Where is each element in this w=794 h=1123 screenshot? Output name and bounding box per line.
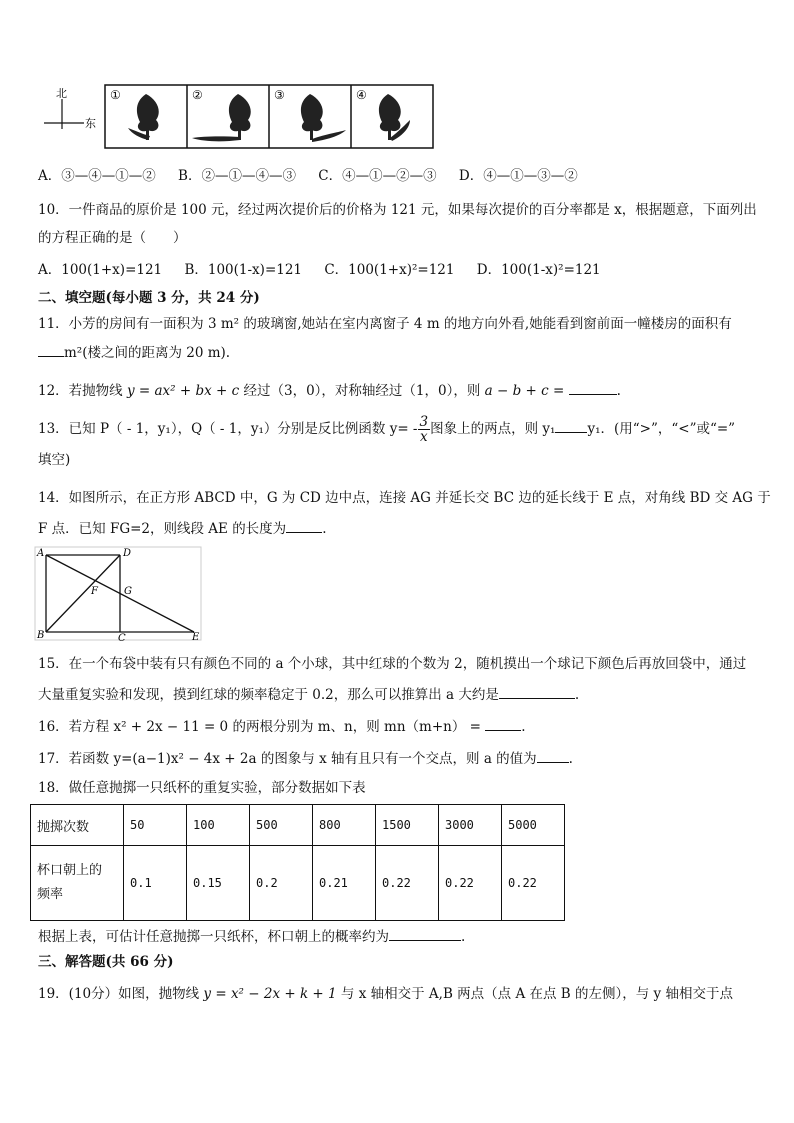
table-cell: 0.22 <box>376 846 439 921</box>
q18-frequency-table <box>30 804 565 921</box>
table-cell: 100 <box>187 805 250 846</box>
compass-figure <box>40 85 102 135</box>
q14-answer-blank[interactable] <box>286 518 322 533</box>
row-header-throws: 抛掷次数 <box>31 805 124 846</box>
table-cell: 0.22 <box>439 846 502 921</box>
q14-line1: 14．如图所示，在正方形 ABCD 中，G 为 CD 边中点，连接 AG 并延长交 BC 边的延长线于 E 点，对角线 BD 交 AG 于 <box>38 490 771 506</box>
table-row <box>31 805 565 846</box>
q19-formula: y = x² − 2x + k + 1 <box>203 986 337 1002</box>
table-cell: 50 <box>124 805 187 846</box>
q15-line1: 15．在一个布袋中装有只有颜色不同的 a 个小球，其中红球的个数为 2，随机摸出一个球记下颜色后再放回袋中，通过 <box>38 656 747 672</box>
point-label-C: C <box>118 633 126 642</box>
q9-options <box>38 166 596 186</box>
tree-3 <box>301 94 346 142</box>
tree-shadow-panels <box>104 84 436 150</box>
section-2-heading: 二、填空题(每小题 3 分，共 24 分) <box>38 290 260 306</box>
q12-line <box>38 380 621 401</box>
table-cell: 800 <box>313 805 376 846</box>
q11-line2-text: m²(楼之间的距离为 20 m). <box>64 345 231 361</box>
q9-option-d[interactable]: D．④—①—③—② <box>458 168 578 184</box>
q13-text-a: 13．已知 P（ - 1，y₁），Q（ - 1，y₁）分别是反比例函数 y= - <box>38 421 418 437</box>
q13-text-b: 图象上的两点，则 y₁ <box>430 421 556 437</box>
table-cell: 0.21 <box>313 846 376 921</box>
panel-label-4: ④ <box>356 88 367 102</box>
q9-option-a[interactable]: A．③—④—①—② <box>38 168 156 184</box>
point-label-A: A <box>37 548 45 559</box>
table-cell: 5000 <box>502 805 565 846</box>
q10-option-b[interactable]: B．100(1-x)=121 <box>184 262 303 278</box>
q12-answer-blank[interactable] <box>569 380 617 395</box>
table-cell: 0.22 <box>502 846 565 921</box>
q16-line <box>38 716 526 737</box>
q10-option-a[interactable]: A．100(1+x)=121 <box>38 262 163 278</box>
q15-end: . <box>574 687 580 703</box>
point-label-B: B <box>37 630 45 641</box>
q10-option-c[interactable]: C．100(1+x)²=121 <box>324 262 455 278</box>
q12-text-b: 经过（3，0），对称轴经过（1，0），则 <box>239 383 485 399</box>
q13-text-c: y₁．(用“>”，“<”或“=” <box>587 421 736 437</box>
q13-line2: 填空) <box>38 452 71 468</box>
q10-options <box>38 260 619 280</box>
point-label-E: E <box>192 632 200 642</box>
q19-text-b: 与 x 轴相交于 A,B 两点（点 A 在点 B 的左侧），与 y 轴相交于点 <box>336 986 733 1002</box>
row-header-frequency <box>31 846 124 921</box>
q19-text-a: 19．(10分）如图，抛物线 <box>38 986 204 1002</box>
point-label-F: F <box>91 586 98 597</box>
row-header-frequency-b: 频率 <box>37 887 64 902</box>
q14-square-figure <box>34 546 204 642</box>
tree-1 <box>128 94 159 140</box>
q17-text: 17．若函数 y=(a−1)x² − 4x + 2a 的图象与 x 轴有且只有一个交点，则 a 的值为 <box>38 751 537 767</box>
q11-line2 <box>38 342 230 363</box>
q18-end: . <box>461 929 466 945</box>
q13-frac-den: x <box>419 429 428 445</box>
q18-answer-blank[interactable] <box>389 926 461 941</box>
q15-line2 <box>38 684 579 705</box>
q13-line1 <box>38 412 735 446</box>
q12-end: . <box>616 383 621 399</box>
q18-conclusion <box>38 926 465 947</box>
q14-line2 <box>38 518 326 539</box>
table-cell: 500 <box>250 805 313 846</box>
q10-line2: 的方程正确的是（ ） <box>38 230 187 246</box>
q11-answer-blank[interactable] <box>38 342 64 357</box>
q9-option-c[interactable]: C．④—①—②—③ <box>318 168 437 184</box>
q11-line1: 11．小芳的房间有一面积为 3 m² 的玻璃窗,她站在室内离窗子 4 m 的地方向外看,她能看到窗前面一幢楼房的面积有 <box>38 316 732 332</box>
tree-4 <box>379 94 410 141</box>
q13-fraction <box>418 415 431 444</box>
q10-line1: 10．一件商品的原价是 100 元，经过两次提价后的价格为 121 元，如果每次提价的百分率都是 x，根据题意，下面列出 <box>38 202 757 218</box>
table-cell: 0.1 <box>124 846 187 921</box>
q18-after-text: 根据上表，可估计任意抛掷一只纸杯，杯口朝上的概率约为 <box>38 929 389 945</box>
q13-answer-blank[interactable] <box>555 418 587 433</box>
segment-BD <box>46 555 120 632</box>
q13-frac-num: 3 <box>419 414 429 430</box>
point-label-G: G <box>124 586 132 597</box>
q18-intro: 18．做任意抛掷一只纸杯的重复实验，部分数据如下表 <box>38 780 366 796</box>
table-cell: 1500 <box>376 805 439 846</box>
section-3-heading: 三、解答题(共 66 分) <box>38 954 174 970</box>
q17-line <box>38 748 573 769</box>
table-cell: 0.2 <box>250 846 313 921</box>
table-cell: 3000 <box>439 805 502 846</box>
q15-line2-text: 大量重复实验和发现，摸到红球的频率稳定于 0.2，那么可以推算出 a 大约是 <box>38 687 499 703</box>
q15-answer-blank[interactable] <box>499 684 575 699</box>
q12-expr: a − b + c = <box>484 383 565 399</box>
q17-end: . <box>568 751 573 767</box>
panel-label-1: ① <box>110 88 121 102</box>
q12-formula: y = ax² + bx + c <box>126 383 240 399</box>
q16-end: . <box>521 719 526 735</box>
compass-east-label: 东 <box>85 117 96 130</box>
table-cell: 0.15 <box>187 846 250 921</box>
q17-answer-blank[interactable] <box>537 748 569 763</box>
q12-text-a: 12．若抛物线 <box>38 383 127 399</box>
q16-text: 16．若方程 x² + 2x − 11 = 0 的两根分别为 m、n，则 mn（m+n） = <box>38 719 481 735</box>
q16-answer-blank[interactable] <box>485 716 521 731</box>
q19-line <box>38 984 733 1004</box>
q14-line2-text: F 点．已知 FG=2，则线段 AE 的长度为 <box>38 521 287 537</box>
q9-option-b[interactable]: B．②—①—④—③ <box>178 168 296 184</box>
point-label-D: D <box>123 548 132 559</box>
panel-label-2: ② <box>192 88 203 102</box>
table-row <box>31 846 565 921</box>
q14-end: . <box>322 521 327 537</box>
q10-option-d[interactable]: D．100(1-x)²=121 <box>476 262 601 278</box>
compass-north-label: 北 <box>56 87 67 100</box>
panel-label-3: ③ <box>274 88 285 102</box>
row-header-frequency-a: 杯口朝上的 <box>37 863 103 878</box>
